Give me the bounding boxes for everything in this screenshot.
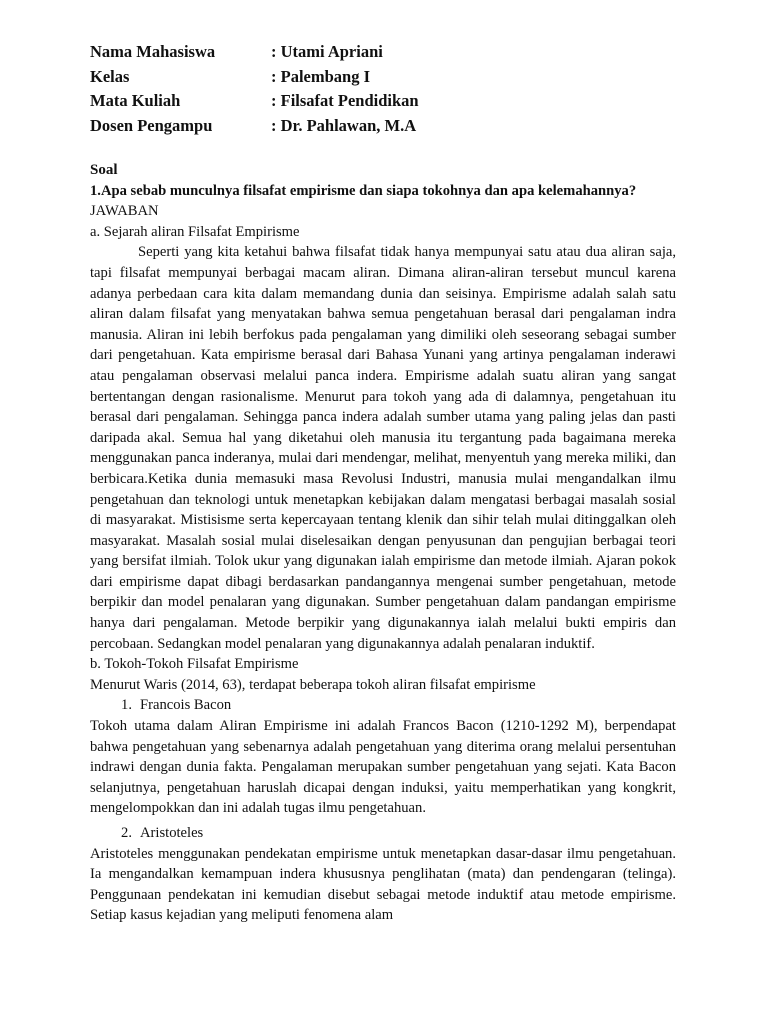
section-a-paragraph: Seperti yang kita ketahui bahwa filsafat tidak hanya mempunyai satu atau dua aliran saja, tapi filsafat mempunyai berbagai macam aliran. Dimana aliran-aliran tersebut muncul karena adanya perbedaan cara kita dalam memandang dunia dan seisinya. Empirisme adalah salah satu aliran dalam filsafat yang menyatakan bahwa semua pengetahuan berasal dari pengalaman indra manusia. Aliran ini lebih berfokus pada pengalaman yang dimiliki oleh seseorang sebagai sumber dari pengetahuan. Kata empirisme berasal dari Bahasa Yunani yang artinya pengalaman inderawi atau pengalaman observasi melalui panca indera. Empirisme adalah suatu aliran yang sangat bertentangan dengan rasionalisme. Menurut para tokoh yang ada di dalamnya, pengetahuan itu berasal dari pengalaman. Sehingga panca indera adalah sumber utama yang paling jelas dan pasti daripada akal. Semua hal yang diketahui oleh manusia itu tergantung pada bagaimana mereka menggunakan panca inderanya, mulai dari mendengar, melihat, menyentuh yang mereka miliki, dan berbicara.Ketika dunia memasuki masa Revolusi Industri, manusia mulai mengandalkan ilmu pengetahuan dan teknologi untuk menetapkan kebijakan dalam mengatasi berbagai masalah sosial di masyarakat. Mistisisme serta kepercayaan tentang klenik dan sihir telah mulai ditinggalkan oleh masyarakat. Masalah sosial mulai diselesaikan dengan penyusunan dan pengujian berbagai teori yang bersifat ilmiah. Tolok ukur yang digunakan ialah empirisme dan metode ilmiah. Ajaran pokok dari empirisme dapat dibagi berdasarkan pandangannya mengenai sumber pengetahuan, metode berpikir dan model penalaran yang digunakan. Sumber pengetahuan dalam pandangan empirisme hanya dari pengalaman. Metode berpikir yang digunakannya ialah melalui bukti empiris dan percobaan. Sedangkan model penalaran yang digunakannya adalah penalaran induktif. xyxy=(90,244,676,652)
student-info-header xyxy=(90,40,690,138)
info-row-course xyxy=(90,89,690,114)
section-a-heading: a. Sejarah aliran Filsafat Empirisme xyxy=(90,223,300,240)
list-item-title: Francois Bacon xyxy=(140,697,232,714)
info-label: Kelas xyxy=(90,66,130,86)
info-value: : Dr. Pahlawan, M.A xyxy=(271,115,417,135)
list-item-number: 2. xyxy=(121,825,132,841)
info-label: Nama Mahasiswa xyxy=(90,42,216,61)
document-body xyxy=(90,160,676,926)
info-label: Mata Kuliah xyxy=(90,91,181,110)
info-row-class xyxy=(90,65,690,90)
list-item xyxy=(90,695,676,819)
list-item-body: Tokoh utama dalam Aliran Empirisme ini adalah Francos Bacon (1210-1292 M), berpendapat bahwa pengetahuan yang sebenarnya adalah pengetahuan yang diterima orang melalui persentuhan indrawi dengan dunia fakta. Pengalaman merupakan sumber pengetahuan yang sejati. Kata Bacon selanjutnya, pengetahuan haruslah dicapai dengan induksi, yaitu memperhatikan yang kongkrit, mengelompokkan dan ini adalah tugas ilmu pengetahuan. xyxy=(90,718,676,817)
info-value: : Utami Apriani xyxy=(271,42,383,61)
list-item-number: 1. xyxy=(121,697,132,714)
info-label: Dosen Pengampu xyxy=(90,115,213,135)
info-value: : Palembang I xyxy=(271,66,370,86)
list-item-title: Aristoteles xyxy=(140,825,204,841)
answer-heading: JAWABAN xyxy=(90,203,159,220)
list-item xyxy=(90,823,676,926)
info-row-name xyxy=(90,40,690,65)
section-b-heading: b. Tokoh-Tokoh Filsafat Empirisme xyxy=(90,656,299,673)
info-value: : Filsafat Pendidikan xyxy=(271,91,419,110)
section-b-intro: Menurut Waris (2014, 63), terdapat beberapa tokoh aliran filsafat empirisme xyxy=(90,676,536,693)
list-item-body: Aristoteles menggunakan pendekatan empirisme untuk menetapkan dasar-dasar ilmu pengetahuan. Ia mengandalkan kemampuan indera khususnya penglihatan (mata) dan pendengaran (telinga). Penggunaan pendekatan ini kemudian disebut sebagai metode induktif atau metode empirisme. Setiap kasus kejadian yang meliputi fenomena alam xyxy=(90,845,676,924)
info-row-lecturer xyxy=(90,114,690,139)
soal-heading: Soal xyxy=(90,162,118,178)
question-text: 1.Apa sebab munculnya filsafat empirisme dan siapa tokohnya dan apa kelemahannya? xyxy=(90,182,637,199)
